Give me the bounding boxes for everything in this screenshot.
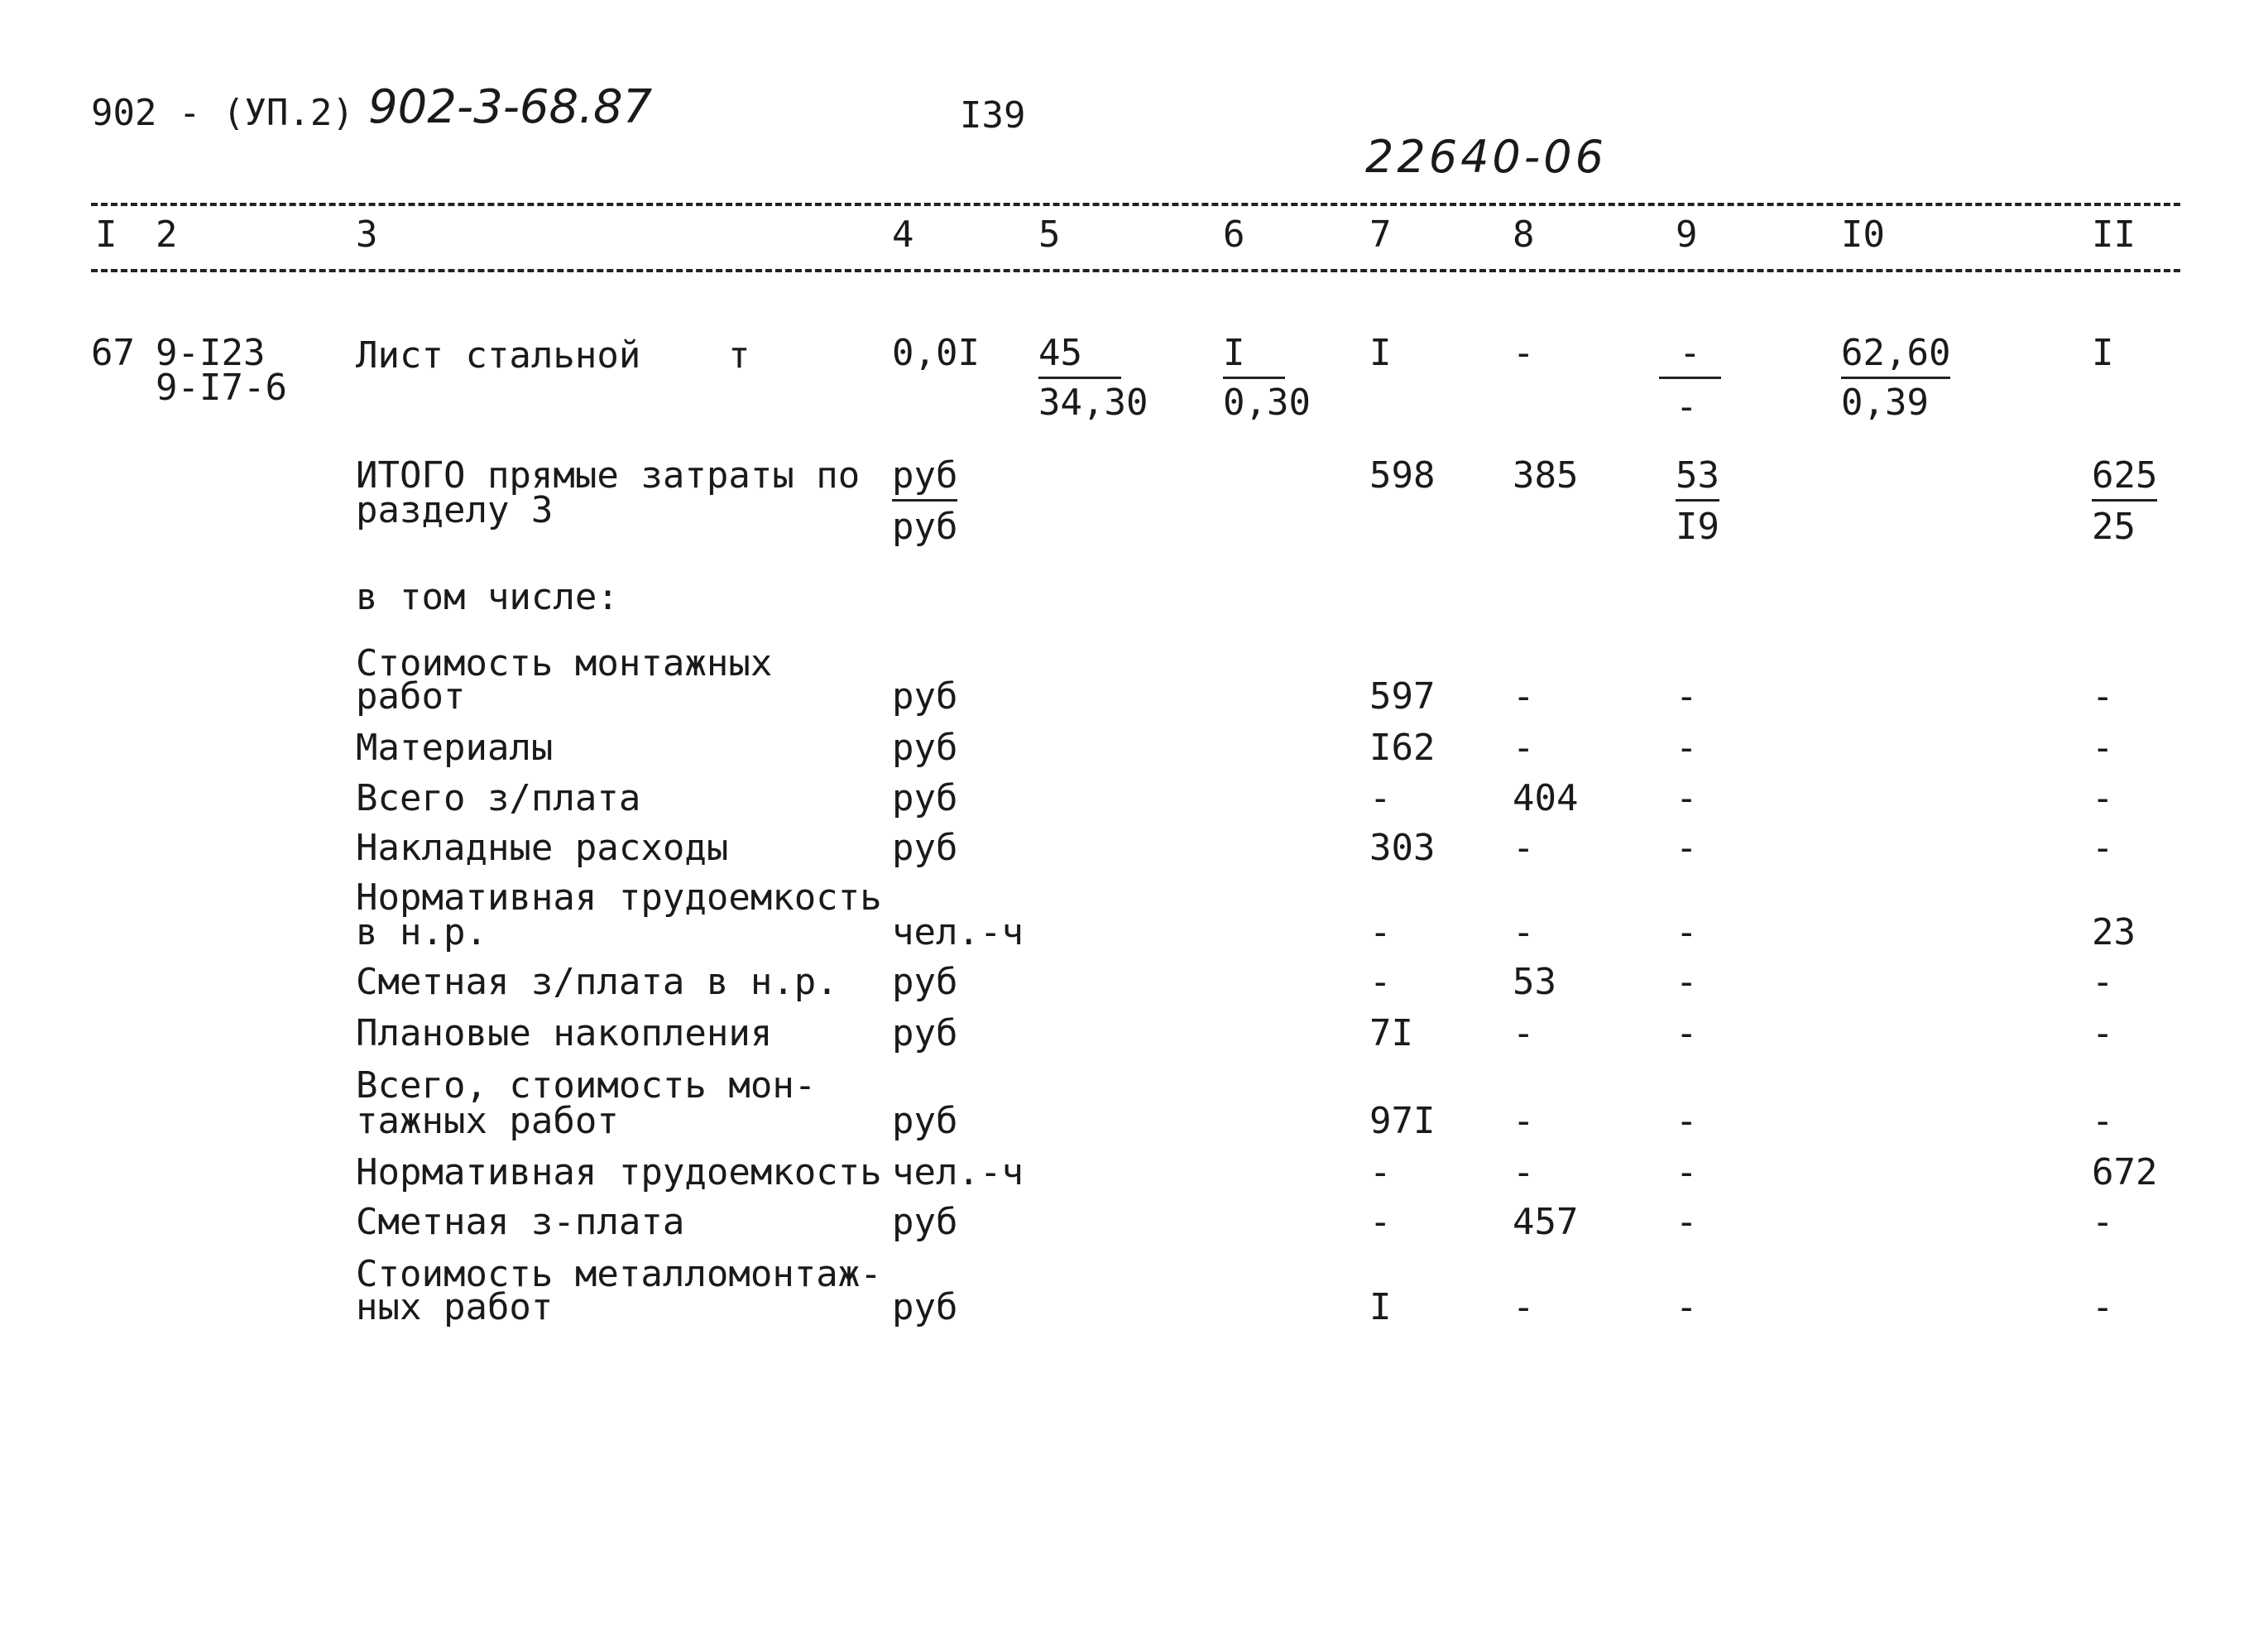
row-col9: - (1676, 727, 1698, 769)
item-col5-bottom: 34,30 (1038, 382, 1148, 424)
total-label: разделу 3 (356, 489, 554, 531)
doc-code: 902-3-68.87 (368, 80, 653, 134)
row-col9: - (1676, 911, 1698, 953)
total-col9-top: 53 (1676, 458, 1719, 502)
row-unit: руб (892, 1012, 958, 1054)
row-label: Нормативная трудоемкость (356, 876, 882, 919)
row-unit: руб (892, 675, 958, 718)
item-col9-top: - (1659, 335, 1721, 379)
row-label: Всего, стоимость мон- (356, 1064, 817, 1107)
doc-series: 902 - (УП.2) (91, 92, 354, 134)
row-label: Нормативная трудоемкость (356, 1151, 882, 1193)
row-col8: - (1513, 1100, 1535, 1142)
row-col9: - (1676, 675, 1698, 718)
row-label: Стоимость монтажных (356, 642, 773, 684)
total-col11-top: 625 (2092, 458, 2157, 502)
row-col8: - (1513, 827, 1535, 869)
total-col11-bottom: 25 (2092, 506, 2136, 548)
col-header: 5 (1038, 214, 1061, 256)
item-col9-bottom: - (1676, 386, 1698, 428)
row-col9: - (1676, 1100, 1698, 1142)
col-header: 9 (1676, 214, 1698, 256)
row-col11: 672 (2092, 1151, 2158, 1193)
row-col7: 303 (1369, 827, 1436, 869)
row-label: Сметная з/плата в н.р. (356, 961, 838, 1003)
row-label: Стоимость металломонтаж- (356, 1253, 882, 1295)
row-col8: 53 (1513, 961, 1556, 1003)
item-col11: I (2092, 332, 2114, 374)
item-name: Лист стальной (356, 334, 641, 377)
item-unit: т (728, 334, 750, 377)
row-col7: - (1369, 777, 1392, 819)
row-col11: - (2092, 827, 2114, 869)
row-col8: - (1513, 911, 1535, 953)
row-unit: руб (892, 961, 958, 1003)
col-header: 2 (156, 214, 178, 256)
row-col7: - (1369, 1201, 1392, 1243)
row-col11: - (2092, 961, 2114, 1003)
row-unit: руб (892, 777, 958, 819)
row-col7: I62 (1369, 727, 1436, 769)
col-header: 8 (1513, 214, 1535, 256)
row-unit: руб (892, 1100, 958, 1142)
row-unit: чел.-ч (892, 1151, 1024, 1193)
row-label: в н.р. (356, 911, 487, 953)
row-col11: - (2092, 777, 2114, 819)
item-col10-top: 62,60 (1841, 335, 1950, 379)
row-col7: 97I (1369, 1100, 1436, 1142)
col-header: I0 (1841, 214, 1885, 256)
item-ref: 9-I23 (156, 332, 266, 374)
row-col7: - (1369, 1151, 1392, 1193)
row-col11: - (2092, 1100, 2114, 1142)
header-bottom-rule (91, 269, 2180, 272)
item-col6-bottom: 0,30 (1223, 382, 1311, 424)
including-label: в том числе: (356, 576, 619, 618)
item-col8: - (1513, 332, 1535, 374)
row-label: ных работ (356, 1286, 554, 1328)
item-col10-bottom: 0,39 (1841, 382, 1929, 424)
row-label: Накладные расходы (356, 827, 729, 869)
row-col9: - (1676, 827, 1698, 869)
item-number: 67 (91, 332, 135, 374)
item-ref: 9-I7-6 (156, 367, 287, 409)
row-col9: - (1676, 1286, 1698, 1328)
col-header: II (2092, 214, 2136, 256)
row-unit: руб (892, 827, 958, 869)
row-label: тажных работ (356, 1100, 619, 1142)
col-header: 4 (892, 214, 914, 256)
row-col8: 457 (1513, 1201, 1579, 1243)
row-col7: 7I (1369, 1012, 1413, 1054)
total-col7: 598 (1369, 454, 1436, 497)
total-unit: руб (892, 506, 958, 548)
col-header: 7 (1369, 214, 1392, 256)
total-unit: руб (892, 458, 957, 502)
row-col7: I (1369, 1286, 1392, 1328)
row-col7: 597 (1369, 675, 1436, 718)
row-col11: - (2092, 1012, 2114, 1054)
page-number: I39 (960, 94, 1026, 137)
row-label: работ (356, 675, 466, 718)
total-label: ИТОГО прямые затраты по (356, 454, 861, 497)
row-col8: - (1513, 675, 1535, 718)
row-label: Всего з/плата (356, 777, 641, 819)
row-col11: - (2092, 727, 2114, 769)
row-col9: - (1676, 1151, 1698, 1193)
total-col9-bottom: I9 (1676, 506, 1719, 548)
row-col11: 23 (2092, 911, 2136, 953)
row-unit: руб (892, 727, 958, 769)
row-unit: руб (892, 1201, 958, 1243)
item-col7: I (1369, 332, 1392, 374)
row-col9: - (1676, 777, 1698, 819)
row-unit: руб (892, 1286, 958, 1328)
row-label: Материалы (356, 727, 554, 769)
item-col6-top: I (1223, 335, 1285, 379)
row-col8: - (1513, 1012, 1535, 1054)
item-qty: 0,0I (892, 332, 980, 374)
total-col8: 385 (1513, 454, 1579, 497)
row-col9: - (1676, 1012, 1698, 1054)
row-col11: - (2092, 1286, 2114, 1328)
row-col7: - (1369, 961, 1392, 1003)
row-col11: - (2092, 675, 2114, 718)
header-top-rule (91, 203, 2180, 206)
col-header: 3 (356, 214, 378, 256)
row-col8: - (1513, 1151, 1535, 1193)
row-unit: чел.-ч (892, 911, 1024, 953)
row-col11: - (2092, 1201, 2114, 1243)
row-label: Сметная з-плата (356, 1201, 685, 1243)
row-label: Плановые накопления (356, 1012, 773, 1054)
col-header: I (95, 214, 117, 256)
row-col8: - (1513, 1286, 1535, 1328)
row-col9: - (1676, 961, 1698, 1003)
col-header: 6 (1223, 214, 1245, 256)
item-col5-top: 45 (1038, 335, 1121, 379)
row-col7: - (1369, 911, 1392, 953)
row-col8: 404 (1513, 777, 1579, 819)
doc-stamp: 22640-06 (1365, 131, 1607, 183)
row-col8: - (1513, 727, 1535, 769)
row-col9: - (1676, 1201, 1698, 1243)
